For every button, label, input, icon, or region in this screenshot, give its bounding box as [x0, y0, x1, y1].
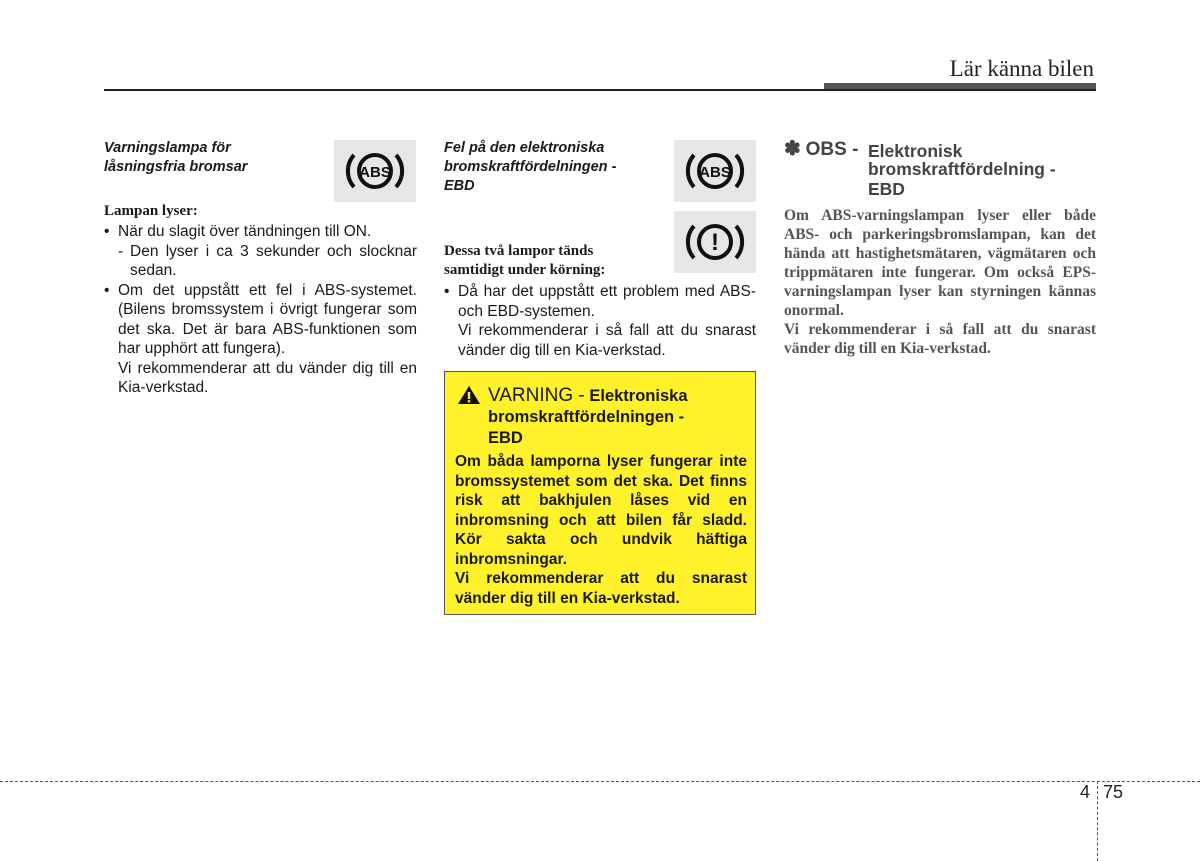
footer-divider [0, 781, 1200, 782]
list-item [104, 281, 417, 398]
abs-warning-icon [340, 146, 410, 196]
obs-body-para2: Vi rekommenderar i så fall att du snarast vänder dig till en Kia-verkstad. [784, 321, 1096, 357]
obs-title-line1: Elektronisk [868, 141, 963, 161]
dash-icon: - [118, 242, 124, 260]
obs-title-line3: EBD [868, 179, 905, 199]
list-item-paragraph: Vi rekommenderar att du vänder dig till en Kia-verkstad. [118, 359, 417, 396]
list-item-text: När du slagit över tändningen till ON. [118, 223, 372, 240]
obs-body [784, 206, 1096, 358]
abs-icon-text: ABS [699, 164, 731, 181]
warning-box [444, 371, 756, 615]
list-item [444, 282, 756, 360]
brake-icon-box [674, 211, 756, 273]
abs-lamp-list [104, 222, 417, 398]
abs-icon-box-2 [674, 140, 756, 202]
lamps-heading-line2: samtidigt under körning: [444, 262, 606, 278]
chapter-number: 4 [1080, 782, 1091, 802]
ebd-subheading-line1: Fel på den elektroniska [444, 140, 605, 156]
list-item-text: Då har det uppstått ett problem med ABS- och EBD-systemen. [458, 283, 756, 320]
lamps-heading-line1: Dessa två lampor tänds [444, 243, 594, 259]
warning-body-para2: Vi rekommenderar att du snarast vänder dig till en Kia-verkstad. [455, 570, 747, 607]
warning-body [455, 452, 747, 608]
ebd-subheading-line2: bromskraftfördelningen - [444, 159, 617, 175]
obs-label: OBS - [805, 139, 859, 160]
abs-warning-icon [680, 146, 750, 196]
abs-icon-box [334, 140, 416, 202]
obs-asterisk-icon: ✽ [784, 138, 801, 160]
ebd-subheading [444, 139, 669, 196]
bullet-icon: • [104, 281, 110, 299]
warning-label: VARNING - [488, 385, 585, 406]
list-item-text: Om det uppstått ett fel i ABS-systemet. (Bilens bromssystem i övrigt fungerar som det ska. Det är bara ABS-funktionen som har upphört att fungera). [118, 281, 417, 357]
page-number: 75 [1103, 782, 1124, 802]
lamp-on-heading: Lampan lyser: [104, 203, 198, 219]
warning-title-line1: Elektroniska [589, 387, 688, 405]
list-sub-item [118, 242, 417, 281]
bullet-icon: • [444, 283, 450, 300]
page-header-title: Lär känna bilen [949, 56, 1094, 81]
bullet-icon: • [104, 223, 110, 240]
list-item [104, 222, 417, 281]
abs-subheading-line1: Varningslampa för [104, 140, 231, 156]
brake-icon-text: ! [711, 229, 719, 256]
obs-body-para1: Om ABS-varningslampan lyser eller både ABS- och parkeringsbromslampan, kan det hända att hastighetsmätaren, vägmätaren och trippmätaren inte fungerar. Om också EPS-varningslampan lyser kan styrningen kännas onormal. [784, 207, 1096, 319]
abs-subheading [104, 139, 324, 177]
footer-vertical-divider [1097, 781, 1098, 861]
obs-heading [784, 139, 1096, 199]
brake-warning-icon [680, 217, 750, 267]
obs-title-line2: bromskraftfördelning - [868, 159, 1056, 179]
abs-icon-text: ABS [359, 164, 391, 181]
header-rule [104, 89, 1096, 91]
warning-title [488, 385, 750, 449]
warning-triangle-icon [457, 385, 481, 405]
list-sub-item-text: Den lyser i ca 3 sekunder och slocknar sedan. [130, 242, 417, 279]
warning-title-line3: EBD [488, 429, 523, 447]
abs-subheading-line2: låsningsfria bromsar [104, 159, 248, 175]
warning-body-para1: Om båda lamporna lyser fungerar inte bromssystemet som det ska. Det finns risk att bakhjulen låses vid en inbromsning och att bilen får sladd. Kör sakta och undvik häftiga inbromsningar. [455, 453, 747, 568]
list-item-paragraph: Vi rekommenderar i så fall att du snarast vänder dig till en Kia-verkstad. [458, 322, 756, 359]
lamps-heading [444, 242, 605, 280]
warning-title-line2: bromskraftfördelningen - [488, 408, 685, 426]
ebd-lamp-list [444, 282, 756, 360]
ebd-subheading-line3: EBD [444, 178, 475, 194]
